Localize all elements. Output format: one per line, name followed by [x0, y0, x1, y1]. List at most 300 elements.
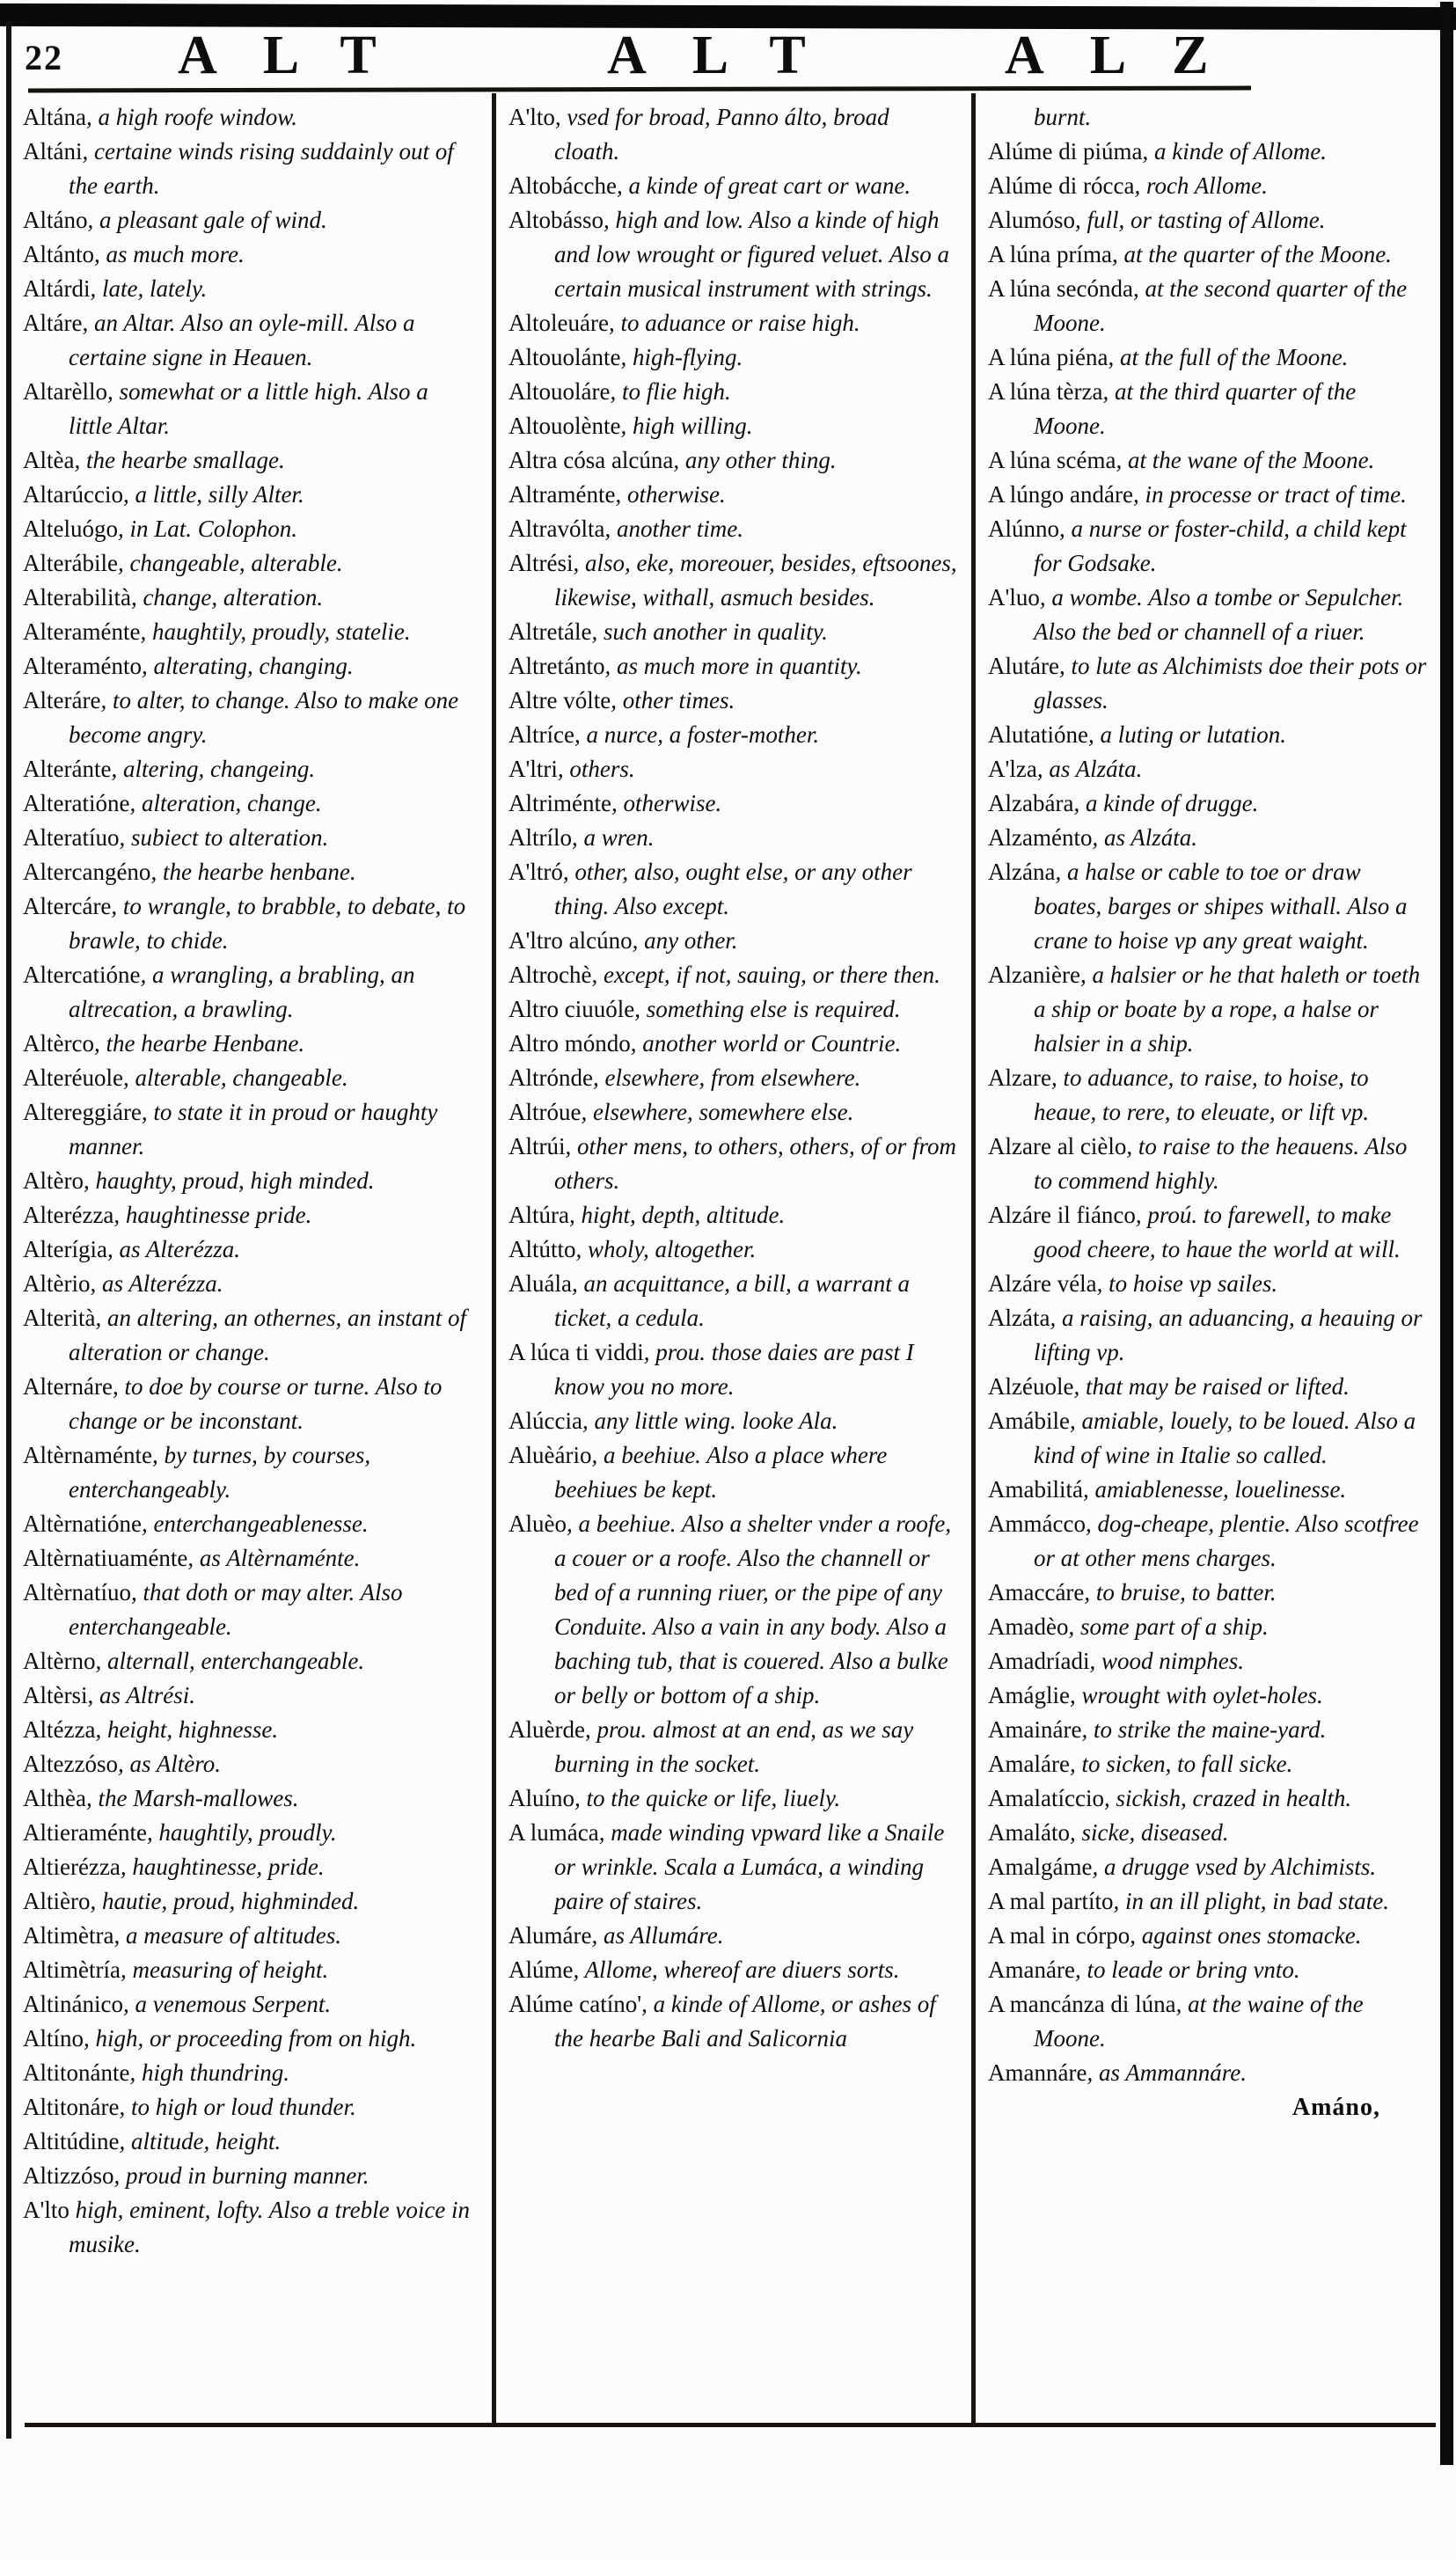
right-border-rule: [1440, 2, 1453, 2465]
dictionary-entry: [509, 1335, 960, 1404]
definition: , other times.: [611, 687, 735, 713]
dictionary-column-1: [23, 100, 473, 2262]
dictionary-entry: [988, 1576, 1430, 1610]
dictionary-entry: [988, 718, 1430, 752]
dictionary-entry: [988, 169, 1430, 203]
headword: Altravólta: [509, 516, 605, 542]
dictionary-entry: [988, 1644, 1430, 1679]
headword: Alteraménto: [23, 653, 142, 679]
definition: , to high or loud thunder.: [119, 2094, 356, 2120]
headword: Altrílo: [509, 824, 572, 851]
definition: , the Marsh-mallowes.: [85, 1785, 299, 1811]
dictionary-entry: [23, 1232, 473, 1267]
dictionary-entry: [509, 821, 960, 855]
dictionary-entry: [23, 1576, 473, 1644]
definition: , change, alteration.: [130, 584, 324, 611]
definition: , a halsier or he that haleth or toeth a ship or boate by a rope, a halse or halsier in a ship.: [1034, 962, 1421, 1057]
dictionary-entry: [509, 958, 960, 992]
definition: , except, if not, sauing, or there then.: [591, 962, 940, 988]
definition: , proud in burning manner.: [113, 2162, 369, 2189]
headword: Amaccáre: [988, 1579, 1085, 1605]
dictionary-entry: [23, 649, 473, 684]
headword: Altrochè: [509, 962, 592, 988]
dictionary-entry: [509, 786, 960, 821]
headword: Alzare al cièlo: [988, 1133, 1127, 1159]
definition: burnt.: [1034, 104, 1092, 130]
definition: , as Alzáta.: [1092, 824, 1197, 851]
headword: Alúme: [509, 1957, 574, 1983]
dictionary-entry: [23, 512, 473, 546]
definition: , prou. almost at an end, as we say burning in the socket.: [554, 1716, 914, 1777]
dictionary-entry: [988, 1301, 1430, 1370]
definition: , hautie, proud, highminded.: [90, 1888, 360, 1914]
dictionary-entry: [509, 1130, 960, 1198]
definition: , certaine winds rising suddainly out of the earth.: [69, 138, 454, 199]
headword: Altróue: [509, 1099, 582, 1125]
headword: Amaináre: [988, 1716, 1082, 1743]
catchword: Amáno,: [1291, 2094, 1380, 2121]
definition: , a beehiue. Also a place where beehiues be kept.: [554, 1442, 888, 1503]
definition: high, eminent, lofty. Also a treble voice in musike.: [69, 2197, 471, 2257]
dictionary-entry: [23, 478, 473, 512]
definition: , alternall, enterchangeable.: [95, 1648, 365, 1674]
headword: Altrónde: [509, 1064, 593, 1091]
headword: Altercáre: [23, 893, 112, 919]
dictionary-entry: [23, 786, 473, 821]
headword: A lúna tèrza: [988, 378, 1103, 405]
definition: , a little, silly Alter.: [122, 481, 304, 508]
headword: Alzabára: [988, 790, 1074, 816]
headword: Amáglie: [988, 1682, 1070, 1708]
headword: Alzaménto: [988, 824, 1093, 851]
definition: , that may be raised or lifted.: [1073, 1373, 1350, 1400]
headword: A'lza: [988, 756, 1037, 782]
headword: Amalgáme: [988, 1854, 1093, 1880]
dictionary-entry: [23, 1919, 473, 1953]
headword: A lúngo andáre: [988, 481, 1133, 508]
dictionary-entry: [23, 306, 473, 375]
definition: , to doe by course or turne. Also to change or be inconstant.: [69, 1373, 443, 1434]
page-number: 22: [25, 38, 63, 77]
definition: , other, also, ought else, or any other thing. Also except.: [554, 859, 912, 919]
headword: Alternáre: [23, 1373, 113, 1400]
dictionary-entry: [988, 649, 1430, 718]
headword: Altezzóso: [23, 1751, 118, 1777]
headword: Aluíno: [509, 1785, 575, 1811]
headword: Altèa: [23, 447, 75, 473]
definition: , otherwise.: [615, 481, 726, 508]
dictionary-entry: [988, 272, 1430, 340]
headword: Altimètra: [23, 1922, 114, 1949]
headword: Alúme di piúma: [988, 138, 1143, 165]
dictionary-entry: [509, 1232, 960, 1267]
definition: , a nurse or foster-child, a child kept for Godsake.: [1034, 516, 1407, 576]
definition: , as Alterézza.: [90, 1270, 223, 1297]
dictionary-entry: [988, 2056, 1430, 2090]
dictionary-entry: [988, 443, 1430, 478]
dictionary-entry: [23, 889, 473, 958]
definition: , a drugge vsed by Alchimists.: [1092, 1854, 1377, 1880]
headword: A'ltro alcúno: [509, 927, 633, 954]
definition: , by turnes, by courses, enterchangeably.: [69, 1442, 371, 1503]
dictionary-entry: [509, 649, 960, 684]
headword: Altercatióne: [23, 962, 141, 988]
definition: , wrought with oylet-holes.: [1069, 1682, 1323, 1708]
headword: Altraménte: [509, 481, 616, 508]
dictionary-entry: [23, 238, 473, 272]
headword: Altobácche: [509, 172, 617, 199]
headword: A mancánza di lúna: [988, 1991, 1176, 2017]
dictionary-entry: [988, 581, 1430, 649]
dictionary-entry: [988, 752, 1430, 786]
definition: , enterchangeablenesse.: [141, 1510, 369, 1537]
definition: , alteration, change.: [129, 790, 322, 816]
dictionary-entry: [988, 855, 1430, 958]
definition: , something else is required.: [634, 996, 901, 1022]
headword: Alumóso: [988, 207, 1076, 233]
definition: , alterating, changing.: [141, 653, 354, 679]
definition: , to hoise vp sailes.: [1096, 1270, 1278, 1297]
definition: , against ones stomacke.: [1130, 1922, 1362, 1949]
definition: , haughtily, proudly, statelie.: [140, 618, 411, 645]
dictionary-entry: [988, 1713, 1430, 1747]
headword: A'ltri: [509, 756, 558, 782]
definition: , amiable, louely, to be loued. Also a kind of wine in Italie so called.: [1034, 1408, 1416, 1468]
headword: A'lto: [23, 2197, 70, 2223]
definition: , as Altèrnaménte.: [187, 1545, 361, 1571]
columns-container: [23, 100, 1434, 2262]
headword: Altúra: [509, 1202, 569, 1228]
dictionary-entry: [509, 169, 960, 203]
definition: , other mens, to others, others, of or from others.: [554, 1133, 956, 1194]
headword: Altèrco: [23, 1030, 94, 1057]
definition: , hight, depth, altitude.: [568, 1202, 786, 1228]
dictionary-entry: [988, 1198, 1430, 1267]
dictionary-entry: [509, 1781, 960, 1816]
definition: , an Altar. Also an oyle-mill. Also a certaine signe in Heauen.: [69, 310, 415, 370]
headword: Alterígia: [23, 1236, 107, 1262]
dictionary-entry: [23, 1164, 473, 1198]
definition: , dog-cheape, plentie. Also scotfree or at other mens charges.: [1034, 1510, 1419, 1571]
headword: Altútto: [509, 1236, 576, 1262]
definition: , a nurce, a foster-mother.: [574, 721, 820, 748]
dictionary-entry: [509, 855, 960, 924]
headword: A lúna scéma: [988, 447, 1116, 473]
dictionary-entry: [23, 100, 473, 135]
definition: , an altering, an othernes, an instant of alteration or change.: [69, 1305, 466, 1365]
headword: Alzáre véla: [988, 1270, 1097, 1297]
headword: Alterabilità: [23, 584, 131, 611]
dictionary-entry: [988, 786, 1430, 821]
dictionary-entry: [988, 512, 1430, 581]
definition: , a kinde of drugge.: [1073, 790, 1259, 816]
dictionary-entry: [509, 1953, 960, 1987]
headword: A'lto: [509, 104, 555, 130]
definition: , at the wane of the Moone.: [1116, 447, 1375, 473]
dictionary-entry: [23, 1987, 473, 2022]
dictionary-entry: [23, 958, 473, 1027]
definition: , alterable, changeable.: [122, 1064, 348, 1091]
headword: Alzanière: [988, 962, 1080, 988]
definition: , high thundring.: [129, 2059, 289, 2086]
headword: Altretále: [509, 618, 592, 645]
dictionary-entry: [509, 1267, 960, 1335]
definition: , such another in quality.: [591, 618, 828, 645]
definition: , any other.: [632, 927, 738, 954]
headword: Aluála: [509, 1270, 572, 1297]
dictionary-entry: [988, 1507, 1430, 1576]
definition: , high-flying.: [620, 344, 743, 370]
headword: Alteratióne: [23, 790, 130, 816]
dictionary-entry: [988, 238, 1430, 272]
dictionary-entry: [509, 1438, 960, 1507]
dictionary-entry: [23, 2125, 473, 2159]
dictionary-entry: [23, 1438, 473, 1507]
definition: , wood nimphes.: [1089, 1648, 1244, 1674]
definition: , as much more in quantity.: [604, 653, 862, 679]
bottom-border-rule: [25, 2423, 1436, 2427]
definition: , altitude, height.: [119, 2128, 282, 2154]
dictionary-entry: [988, 958, 1430, 1061]
headword: Altèrno: [23, 1648, 96, 1674]
headword: Altouoláre: [509, 378, 611, 405]
headword: Altimètría: [23, 1957, 121, 1983]
dictionary-entry: [509, 615, 960, 649]
headword: Alteratíuo: [23, 824, 120, 851]
dictionary-entry: [509, 1987, 960, 2056]
headword: Altierézza: [23, 1854, 121, 1880]
headword: Amabilitá: [988, 1476, 1083, 1503]
headword: Aluèo: [509, 1510, 567, 1537]
headword: Amadríadi: [988, 1648, 1090, 1674]
dictionary-entry: [23, 1541, 473, 1576]
definition: , to aduance or raise high.: [608, 310, 860, 336]
headword: Altro ciuuóle: [509, 996, 635, 1022]
dictionary-entry: [509, 1507, 960, 1713]
headword: A mal in córpo: [988, 1922, 1130, 1949]
definition: , in processe or tract of time.: [1132, 481, 1407, 508]
definition: , at the third quarter of the Moone.: [1034, 378, 1357, 439]
headword: Alúme di rócca: [988, 172, 1135, 199]
definition: , a pleasant gale of wind.: [87, 207, 327, 233]
headword: Altrúi: [509, 1133, 566, 1159]
definition: , as Alzáta.: [1036, 756, 1143, 782]
column-gap: [473, 100, 509, 2262]
definition: , made winding vpward like a Snaile or wrinkle. Scala a Lumáca, a winding paire of staires.: [554, 1819, 945, 1914]
headword: Amadèo: [988, 1613, 1069, 1640]
headword: Altarúccio: [23, 481, 123, 508]
definition: , prou. those daies are past I know you no more.: [554, 1339, 914, 1400]
dictionary-entry: [509, 684, 960, 718]
headword: Altitonánte: [23, 2059, 130, 2086]
definition: , a wombe. Also a tombe or Sepulcher. Also the bed or channell of a riuer.: [1034, 584, 1404, 645]
definition: , a raising, an aduancing, a heauing or lifting vp.: [1034, 1305, 1423, 1365]
definition: , in Lat. Colophon.: [118, 516, 298, 542]
headword: Altarèllo: [23, 378, 107, 405]
headword: Altinánico: [23, 1991, 123, 2017]
definition: , amiablenesse, louelinesse.: [1082, 1476, 1347, 1503]
dictionary-entry: [988, 1130, 1430, 1198]
headword: Altretánto: [509, 653, 605, 679]
headword: Altre vólte: [509, 687, 611, 713]
dictionary-entry: [509, 443, 960, 478]
headword: Altíno: [23, 2025, 84, 2052]
dictionary-entry: [23, 1713, 473, 1747]
definition: , a luting or lutation.: [1087, 721, 1287, 748]
dictionary-entry: [509, 306, 960, 340]
headword: Alzáta: [988, 1305, 1050, 1331]
definition: , as Ammannáre.: [1087, 2059, 1247, 2086]
dictionary-entry: [509, 924, 960, 958]
definition: , to state it in proud or haughty manner.: [69, 1099, 438, 1159]
headword: Altèrnaménte: [23, 1442, 152, 1468]
definition: , to aduance, to raise, to hoise, to heaue, to rere, to eleuate, or lift vp.: [1034, 1064, 1370, 1125]
definition: , as Altrési.: [87, 1682, 196, 1708]
dictionary-entry: [509, 1713, 960, 1781]
definition: , a kinde of Allome, or ashes of the hearbe Bali and Salicornia: [554, 1991, 936, 2052]
dictionary-entry: [23, 1301, 473, 1370]
dictionary-entry: [988, 135, 1430, 169]
dictionary-entry: [509, 409, 960, 443]
dictionary-entry: [509, 1198, 960, 1232]
dictionary-column-3: [988, 100, 1430, 2262]
definition: , as Altèro.: [117, 1751, 221, 1777]
headword: A mal partíto: [988, 1888, 1114, 1914]
definition: , elsewhere, somewhere else.: [581, 1099, 854, 1125]
definition: , elsewhere, from elsewhere.: [592, 1064, 861, 1091]
headword: Amannáre: [988, 2059, 1087, 2086]
dictionary-entry: [23, 443, 473, 478]
definition: , the hearbe smallage.: [74, 447, 285, 473]
definition: , altering, changeing.: [111, 756, 316, 782]
headword: Alutatióne: [988, 721, 1088, 748]
running-head-alz: ALZ: [1005, 26, 1255, 85]
dictionary-entry: [509, 718, 960, 752]
dictionary-entry: [23, 1095, 473, 1164]
definition: , height, highnesse.: [95, 1716, 279, 1743]
headword: Altèrio: [23, 1270, 91, 1297]
left-border-rule: [6, 21, 11, 2439]
dictionary-entry: [509, 375, 960, 409]
headword: Altáno: [23, 207, 88, 233]
headword: Alzána: [988, 859, 1056, 885]
headword: A lúna piéna: [988, 344, 1108, 370]
dictionary-entry: [23, 135, 473, 203]
headword: A'ltró: [509, 859, 563, 885]
definition: , a wrangling, a brabling, an altrecation, a brawling.: [69, 962, 415, 1022]
definition: , proú. to farewell, to make good cheere, to haue the world at will.: [1034, 1202, 1401, 1262]
headword: Alteluógo: [23, 516, 118, 542]
dictionary-entry: [23, 752, 473, 786]
headword: Altièro: [23, 1888, 91, 1914]
dictionary-entry: [23, 684, 473, 752]
headword: Amábile: [988, 1408, 1070, 1434]
headword: Alzare: [988, 1064, 1051, 1091]
headword: Alúnno: [988, 516, 1059, 542]
definition: , to sicken, to fall sicke.: [1069, 1751, 1293, 1777]
dictionary-entry: [23, 1781, 473, 1816]
definition: , to the quicke or life, liuely.: [574, 1785, 841, 1811]
dictionary-entry: [23, 1061, 473, 1095]
headword: Aluèário: [509, 1442, 592, 1468]
definition: , a high roofe window.: [85, 104, 297, 130]
dictionary-entry: [988, 1267, 1430, 1301]
headword: Alúme catíno': [509, 1991, 642, 2017]
definition: , a venemous Serpent.: [122, 1991, 332, 2017]
dictionary-entry: [988, 1473, 1430, 1507]
headword: Alterità: [23, 1305, 96, 1331]
headword: Amaláre: [988, 1751, 1070, 1777]
definition: , an acquittance, a bill, a warrant a ticket, a cedula.: [554, 1270, 910, 1331]
definition: , measuring of height.: [120, 1957, 329, 1983]
definition: , late, lately.: [90, 275, 208, 302]
dictionary-entry: [509, 1095, 960, 1130]
definition: , as much more.: [94, 241, 245, 267]
headword: Alterábile: [23, 550, 118, 576]
headword: Altrési: [509, 550, 574, 576]
definition: , to alter, to change. Also to make one become angry.: [69, 687, 459, 748]
dictionary-entry: [23, 1850, 473, 1884]
dictionary-entry: [988, 1953, 1430, 1987]
definition: , another time.: [604, 516, 743, 542]
dictionary-entry: [23, 203, 473, 238]
dictionary-entry: [509, 478, 960, 512]
definition: , a halse or cable to toe or draw boates, barges or shipes withall. Also a crane to hoise vp any great waight.: [1034, 859, 1408, 954]
dictionary-entry: [23, 1198, 473, 1232]
headword: Alteréuole: [23, 1064, 123, 1091]
dictionary-entry: [23, 1816, 473, 1850]
headword: Altèrnatiuaménte: [23, 1545, 188, 1571]
headword: Alumáre: [509, 1922, 592, 1949]
headword: Amaláto: [988, 1819, 1070, 1846]
definition: , to leade or bring vnto.: [1074, 1957, 1300, 1983]
definition: , Allome, whereof are diuers sorts.: [573, 1957, 900, 1983]
column-gap: [960, 100, 988, 2262]
definition: , to flie high.: [610, 378, 731, 405]
definition: , wholy, altogether.: [575, 1236, 757, 1262]
headword: Altouolènte: [509, 413, 621, 439]
headword: Altitonáre: [23, 2094, 120, 2120]
dictionary-entry: [509, 1404, 960, 1438]
headword: Amalatíccio: [988, 1785, 1104, 1811]
headword: Altereggiáre: [23, 1099, 142, 1125]
dictionary-entry: [23, 272, 473, 306]
dictionary-entry: [23, 1747, 473, 1781]
dictionary-entry: [23, 581, 473, 615]
headword: Altriménte: [509, 790, 611, 816]
definition: , a kinde of Allome.: [1142, 138, 1327, 165]
dictionary-entry: [509, 752, 960, 786]
headword: Alteráre: [23, 687, 101, 713]
dictionary-entry: [509, 546, 960, 615]
dictionary-entry: [23, 1644, 473, 1679]
headword: A'luo: [988, 584, 1040, 611]
dictionary-entry: [23, 821, 473, 855]
definition: , at the waine of the Moone.: [1034, 1991, 1364, 2052]
dictionary-entry: [988, 340, 1430, 375]
definition: , some part of a ship.: [1068, 1613, 1269, 1640]
definition: , to wrangle, to brabble, to debate, to brawle, to chide.: [69, 893, 466, 954]
dictionary-entry: [988, 1370, 1430, 1404]
headword: Altitúdine: [23, 2128, 120, 2154]
definition: , high, or proceeding from on high.: [84, 2025, 417, 2052]
dictionary-entry: [23, 2022, 473, 2056]
dictionary-entry: [509, 512, 960, 546]
headword: Altizzóso: [23, 2162, 114, 2189]
dictionary-entry: [988, 1404, 1430, 1473]
headword: Altobásso: [509, 207, 604, 233]
headword: A lúca ti viddi: [509, 1339, 644, 1365]
